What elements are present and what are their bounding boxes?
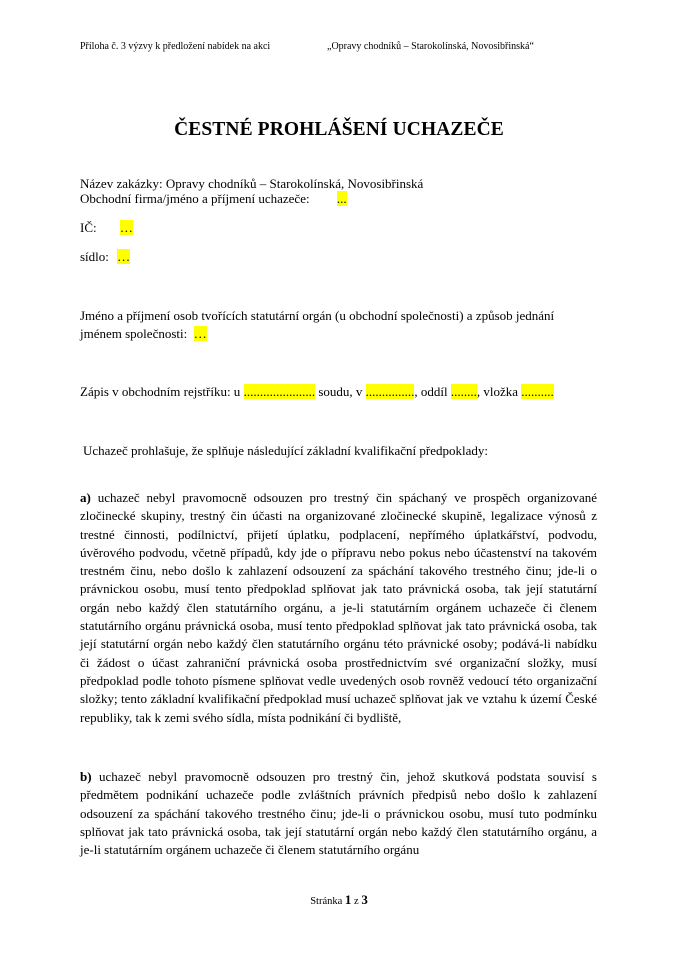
- statutory-block: [80, 307, 597, 344]
- register-court-suffix: soudu, v: [318, 384, 363, 399]
- page-footer: [0, 892, 678, 908]
- clause-b-letter: b): [80, 769, 92, 784]
- company-value-field[interactable]: ...: [336, 191, 347, 206]
- register-insert-label: , vložka: [476, 384, 519, 399]
- header-left: Příloha č. 3 výzvy k předložení nabídek na akci: [80, 41, 271, 52]
- seat-row: [80, 249, 130, 264]
- clause-b: [80, 768, 597, 859]
- ic-value-field[interactable]: …: [119, 220, 133, 235]
- footer-label: Stránka: [310, 896, 343, 907]
- company-label: Obchodní firma/jméno a příjmení uchazeče:: [80, 191, 310, 206]
- clause-a-text: uchazeč nebyl pravomocně odsouzen pro trestný čin spáchaný ve prospěch organizované zločinecké skupiny, trestný čin účasti na organizované zločinecké skupině, legalizace výnosů z trestné činnosti, podílnictví, přijetí úplatku, podplacení, nepřímého úplatkářství, podvodu, úvěrového podvodu, včetně případů, kdy jde o přípravu nebo pokus nebo účastenství na takovém trestném činu, nebo došlo k zahlazení odsouzení za spáchání takového trestného činu; jde-li o právnickou osobu, musí tento předpoklad splňovat jak tato právnická osoba, tak její statutární orgán nebo každý člen statutárního orgánu, a je-li statutárním orgánem uchazeče či členem statutárního orgánu právnická osoba, musí tento předpoklad splňovat jak tato právnická osoba, tak její statutární orgán nebo každý člen statutárního orgánu této právnické osoby; podává-li nabídku či žádost o účast zahraniční právnická osoba prostřednictvím své organizační složky, musí předpoklad podle tohoto písmene splňovat vedle uvedených osob rovněž vedoucí této organizační složky; tento základní kvalifikační předpoklad musí uchazeč splňovat jak ve vztahu k území České republiky, tak k zemi svého sídla, místa podnikání či bydliště,: [80, 490, 597, 725]
- footer-total-pages: 3: [361, 892, 368, 907]
- register-court-field[interactable]: ......................: [243, 384, 316, 399]
- intro-text: Uchazeč prohlašuje, že splňuje následující základní kvalifikační předpoklady:: [83, 443, 489, 458]
- statutory-text: Jméno a příjmení osob tvořících statutární orgán (u obchodní společnosti) a způsob jednání: [80, 308, 555, 323]
- statutory-text-2: jménem společnosti:: [80, 326, 188, 342]
- clause-b-text: uchazeč nebyl pravomocně odsouzen pro trestný čin, jehož skutková podstata souvisí s předmětem podnikání uchazeče podle zvláštních právních předpisů nebo došlo k zahlazení odsouzení za spáchání takového trestného činu; jde-li o právnickou osobu, musí tuto podmínku splňovat jak tato právnická osoba, tak její statutární orgán nebo každý člen statutárního orgánu, a je-li statutárním orgánem uchazeče či členem statutárního orgánu: [80, 769, 597, 858]
- seat-value-field[interactable]: …: [117, 249, 131, 264]
- register-label: Zápis v obchodním rejstříku: u: [80, 384, 241, 399]
- header-right: „Opravy chodníků – Starokolínská, Novosibřinská“: [327, 41, 534, 52]
- register-row: [80, 384, 554, 399]
- contract-name: Název zakázky: Opravy chodníků – Starokolínská, Novosibřinská: [80, 176, 424, 191]
- footer-of: z: [354, 896, 359, 907]
- register-section-field[interactable]: ........: [450, 384, 477, 399]
- document-title: ČESTNÉ PROHLÁŠENÍ UCHAZEČE: [174, 119, 504, 140]
- ic-label: IČ:: [80, 220, 97, 235]
- seat-label: sídlo:: [80, 249, 109, 264]
- clause-a: [80, 489, 597, 727]
- register-city-field[interactable]: ...............: [365, 384, 415, 399]
- clause-a-letter: a): [80, 490, 91, 505]
- register-section-label: , oddíl: [414, 384, 448, 399]
- company-row: [80, 191, 347, 206]
- register-insert-field[interactable]: ..........: [521, 384, 554, 399]
- ic-row: [80, 220, 133, 235]
- footer-current-page: 1: [344, 892, 352, 907]
- statutory-value-field[interactable]: …: [193, 326, 207, 342]
